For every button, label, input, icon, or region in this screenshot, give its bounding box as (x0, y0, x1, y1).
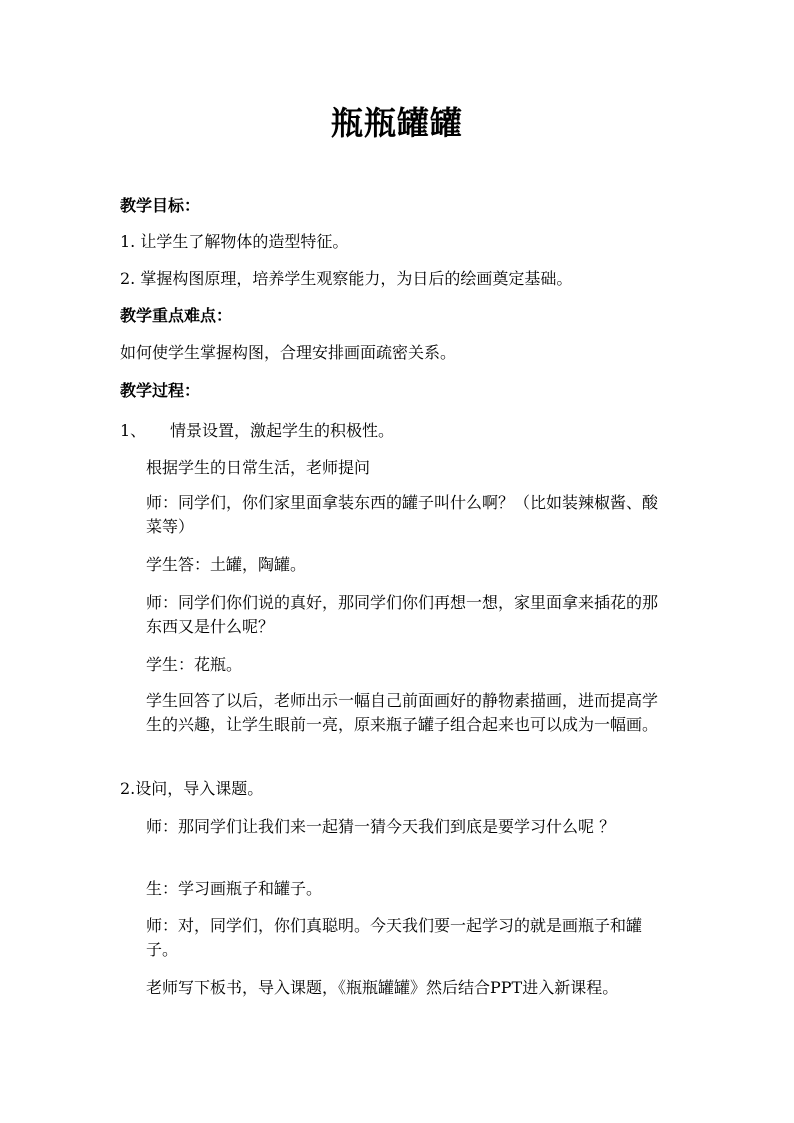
objective-item: 1. 让学生了解物体的造型特征。 (120, 232, 349, 251)
process-heading: 教学过程： (120, 381, 201, 400)
step-2-title: 2.设问，导入课题。 (120, 779, 264, 798)
step-2-line: 老师写下板书，导入课题，《瓶瓶罐罐》然后结合PPT进入新课程。 (146, 978, 619, 997)
step-1-number: 1、 (120, 421, 147, 440)
step-1-title (120, 419, 394, 443)
objectives-heading: 教学目标： (120, 196, 201, 215)
key-points-text: 如何使学生掌握构图，合理安排画面疏密关系。 (120, 343, 457, 362)
step-2-line: 生：学习画瓶子和罐子。 (146, 879, 323, 898)
step-1-line: 根据学生的日常生活，老师提问 (146, 458, 371, 477)
step-1-line: 师：同学们，你们家里面拿装东西的罐子叫什么啊？（比如装辣椒酱、酸菜等） (146, 493, 659, 536)
step-1-line: 学生回答了以后，老师出示一幅自己前面画好的静物素描画，进而提高学生的兴趣，让学生眼前一亮，原来瓶子罐子组合起来也可以成为一幅画。 (146, 691, 659, 734)
document-title: 瓶瓶罐罐 (330, 104, 463, 142)
step-2-line: 师：那同学们让我们来一起猜一猜今天我们到底是要学习什么呢 ？ (146, 817, 616, 836)
key-points-heading: 教学重点难点： (120, 306, 233, 325)
step-1-line: 学生：花瓶。 (146, 655, 243, 674)
step-1-line: 学生答：土罐，陶罐。 (146, 555, 307, 574)
objective-item: 2. 掌握构图原理，培养学生观察能力，为日后的绘画奠定基础。 (120, 269, 573, 288)
step-2-line: 师：对，同学们，你们真聪明。今天我们要一起学习的就是画瓶子和罐子。 (146, 916, 643, 959)
step-1-line: 师：同学们你们说的真好，那同学们你们再想一想，家里面拿来插花的那东西又是什么呢？ (146, 593, 659, 636)
step-1-text: 情景设置，激起学生的积极性。 (170, 421, 395, 440)
